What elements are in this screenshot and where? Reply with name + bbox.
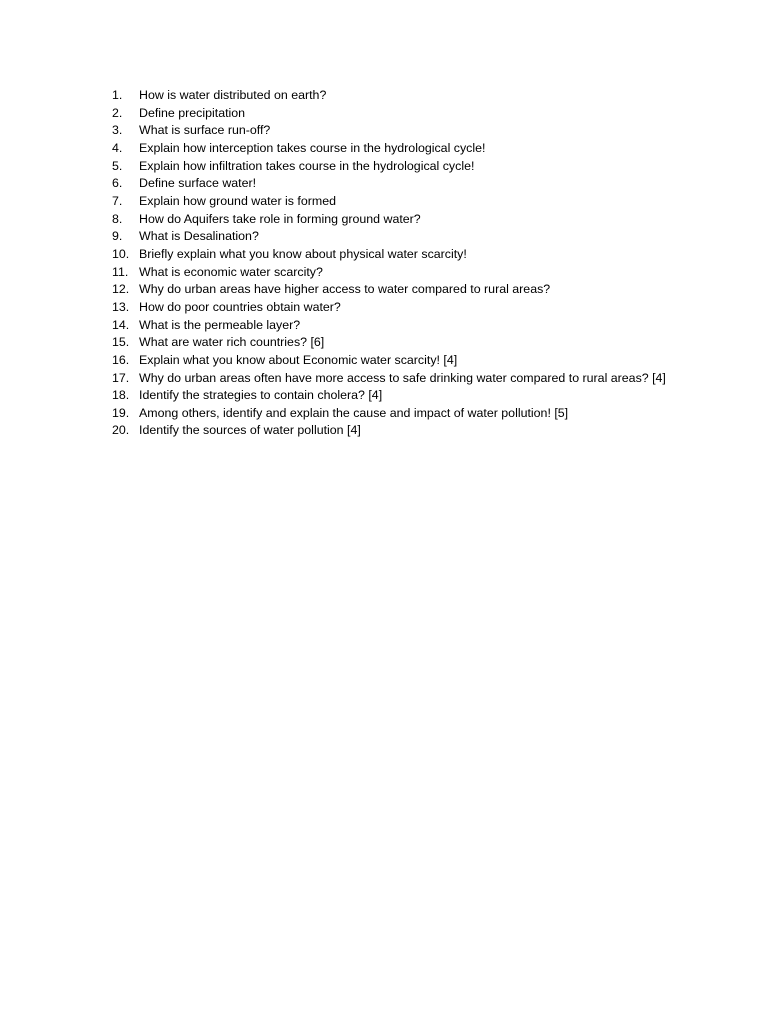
- question-item-11: [112, 264, 692, 282]
- question-item-10: [112, 246, 692, 264]
- question-item-9: [112, 228, 692, 246]
- question-text: What is surface run-off?: [139, 123, 271, 138]
- question-item-18: [112, 387, 692, 405]
- question-text: Explain what you know about Economic water scarcity! [4]: [139, 352, 458, 367]
- question-text: Why do urban areas often have more access to safe drinking water compared to rural areas? [4]: [139, 370, 666, 385]
- question-text: Why do urban areas have higher access to water compared to rural areas?: [139, 282, 551, 297]
- question-text: What is economic water scarcity?: [139, 264, 323, 279]
- question-number: 10.: [112, 246, 130, 261]
- question-item-12: [112, 281, 692, 299]
- question-number: 17.: [112, 370, 130, 385]
- question-number: 2.: [112, 105, 123, 120]
- question-item-2: [112, 105, 692, 123]
- question-item-17: [112, 370, 692, 388]
- question-number: 3.: [112, 123, 123, 138]
- question-item-4: [112, 140, 692, 158]
- question-text: Explain how infiltration takes course in the hydrological cycle!: [139, 158, 475, 173]
- question-number: 6.: [112, 176, 123, 191]
- question-item-7: [112, 193, 692, 211]
- question-text: How is water distributed on earth?: [139, 88, 327, 102]
- question-text: Explain how interception takes course in the hydrological cycle!: [139, 140, 486, 155]
- question-number: 15.: [112, 335, 130, 350]
- question-item-13: [112, 299, 692, 317]
- question-item-8: [112, 211, 692, 229]
- question-text: Identify the sources of water pollution [4]: [139, 423, 361, 438]
- question-item-5: [112, 158, 692, 176]
- question-item-3: [112, 122, 692, 140]
- question-number: 12.: [112, 282, 130, 297]
- question-number: 1.: [112, 88, 123, 102]
- question-number: 19.: [112, 405, 130, 420]
- question-text: How do Aquifers take role in forming ground water?: [139, 211, 421, 226]
- question-text: Among others, identify and explain the cause and impact of water pollution! [5]: [139, 405, 569, 420]
- question-number: 5.: [112, 158, 123, 173]
- question-list: [112, 87, 692, 440]
- question-text: Briefly explain what you know about physical water scarcity!: [139, 246, 467, 261]
- question-text: Identify the strategies to contain cholera? [4]: [139, 388, 383, 403]
- question-text: What is the permeable layer?: [139, 317, 301, 332]
- question-number: 14.: [112, 317, 130, 332]
- question-number: 18.: [112, 388, 130, 403]
- question-item-19: [112, 405, 692, 423]
- question-number: 8.: [112, 211, 123, 226]
- question-number: 9.: [112, 229, 123, 244]
- question-item-16: [112, 352, 692, 370]
- question-number: 20.: [112, 423, 130, 438]
- question-number: 7.: [112, 193, 123, 208]
- question-text: What is Desalination?: [139, 229, 259, 244]
- question-item-6: [112, 175, 692, 193]
- question-item-20: [112, 422, 692, 440]
- question-item-1: [112, 87, 692, 105]
- question-item-15: [112, 334, 692, 352]
- question-text: Define precipitation: [139, 105, 246, 120]
- question-text: What are water rich countries? [6]: [139, 335, 325, 350]
- question-item-14: [112, 317, 692, 335]
- question-text: How do poor countries obtain water?: [139, 299, 341, 314]
- question-number: 16.: [112, 352, 130, 367]
- question-number: 4.: [112, 140, 123, 155]
- question-text: Explain how ground water is formed: [139, 193, 336, 208]
- question-number: 11.: [112, 264, 129, 279]
- question-number: 13.: [112, 299, 130, 314]
- question-text: Define surface water!: [139, 176, 257, 191]
